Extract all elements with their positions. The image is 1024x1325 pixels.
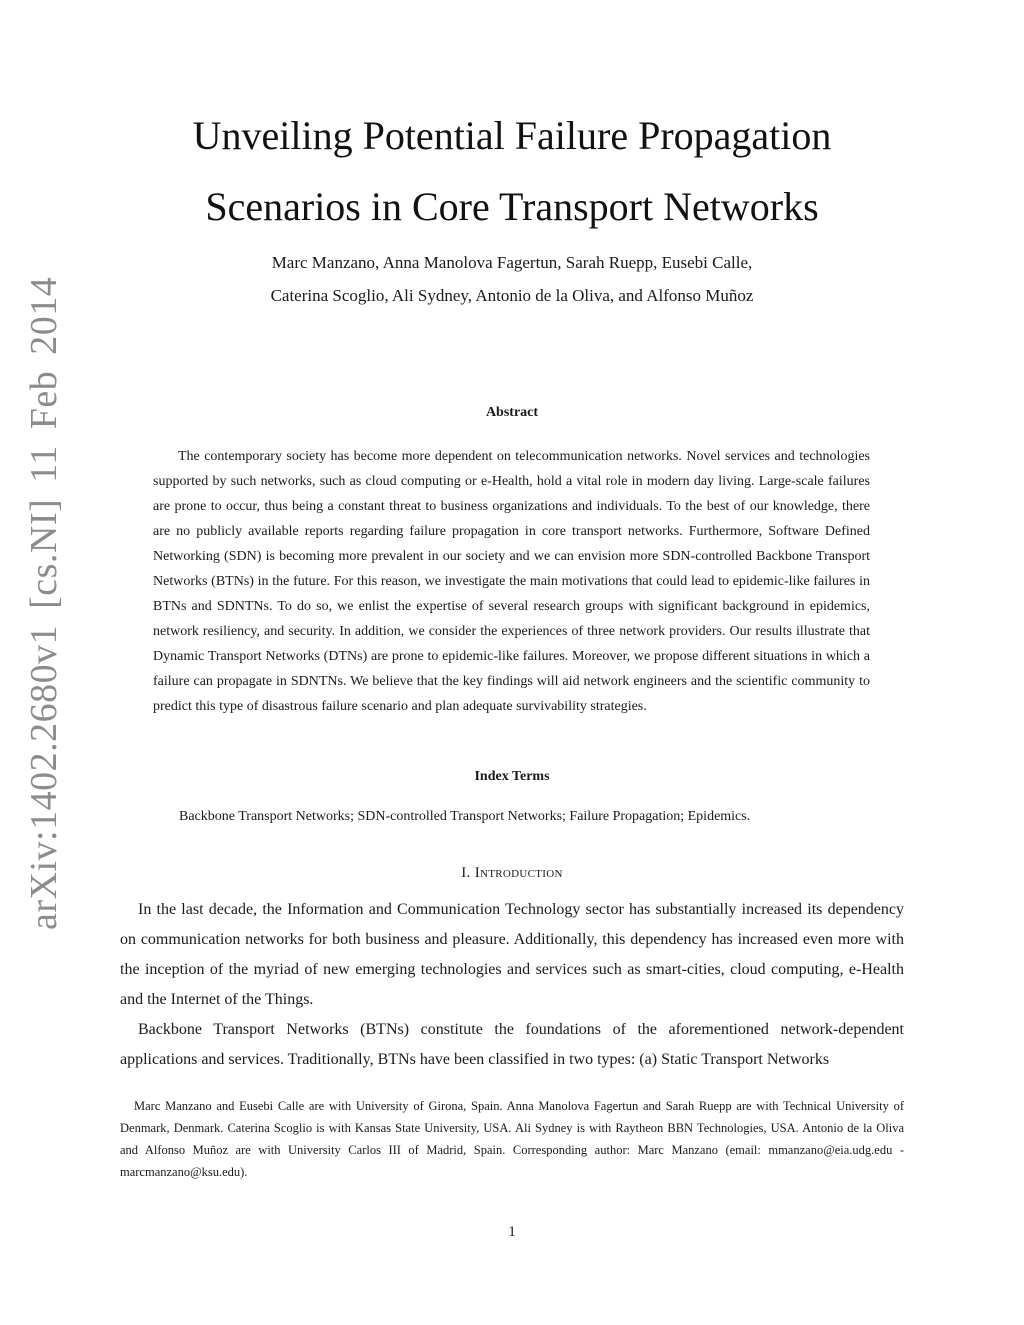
index-terms-heading: Index Terms <box>474 769 550 784</box>
introduction-heading <box>0 866 1024 881</box>
arxiv-identifier-stamp: arXiv:1402.2680v1 [cs.NI] 11 Feb 2014 <box>23 276 65 930</box>
section-title: Introduction <box>474 865 563 881</box>
author-list-line-1: Marc Manzano, Anna Manolova Fagertun, Sarah Ruepp, Eusebi Calle, <box>271 253 753 272</box>
author-affiliation-footnote: Marc Manzano and Eusebi Calle are with University of Girona, Spain. Anna Manolova Fagertun and Sarah Ruepp are with Technical University of Denmark, Denmark. Caterina Scoglio is with Kansas State University, USA. Ali Sydney is with Raytheon BBN Technologies, USA. Antonio de la Oliva and Alfonso Muñoz are with University Carlos III of Madrid, Spain. Corresponding author: Marc Manzano (email: mmanzano@eia.udg.edu - marcmanzano@ksu.edu). <box>120 1099 904 1179</box>
introduction-paragraph-1: In the last decade, the Information and Communication Technology sector has substantially increased its dependency on communication networks for both business and pleasure. Additionally, this dependency has increased even more with the inception of the myriad of new emerging technologies and services such as smart-cities, cloud computing, e-Health and the Internet of the Things. <box>120 901 904 1008</box>
author-list-line-2: Caterina Scoglio, Ali Sydney, Antonio de la Oliva, and Alfonso Muñoz <box>270 286 754 305</box>
page-number: 1 <box>508 1224 516 1240</box>
paper-title-line-1: Unveiling Potential Failure Propagation <box>192 113 832 158</box>
abstract-text: The contemporary society has become more dependent on telecommunication networks. Novel services and technologies supported by such networks, such as cloud computing or e-Health, hold a vital role in modern day living. Large-scale failures are prone to occur, thus being a constant threat to business organizations and individuals. To the best of our knowledge, there are no publicly available reports regarding failure propagation in core transport networks. Furthermore, Software Defined Networking (SDN) is becoming more prevalent in our society and we can envision more SDN-controlled Backbone Transport Networks (BTNs) in the future. For this reason, we investigate the main motivations that could lead to epidemic-like failures in BTNs and SDNTNs. To do so, we enlist the expertise of several research groups with significant background in epidemics, network resiliency, and security. In addition, we consider the experiences of three network providers. Our results illustrate that Dynamic Transport Networks (DTNs) are prone to epidemic-like failures. Moreover, we propose different situations in which a failure can propagate in SDNTNs. We believe that the key findings will aid network engineers and the scientific community to predict this type of disastrous failure scenario and plan adequate survivability strategies. <box>153 449 870 714</box>
paper-title-line-2: Scenarios in Core Transport Networks <box>205 184 819 229</box>
index-terms-text: Backbone Transport Networks; SDN-controlled Transport Networks; Failure Propagation; Epidemics. <box>179 809 751 824</box>
introduction-paragraph-2: Backbone Transport Networks (BTNs) constitute the foundations of the aforementioned network-dependent applications and services. Traditionally, BTNs have been classified in two types: (a) Static Transport Networks <box>120 1021 904 1068</box>
section-number: I. <box>461 865 471 881</box>
abstract-heading: Abstract <box>485 405 539 420</box>
